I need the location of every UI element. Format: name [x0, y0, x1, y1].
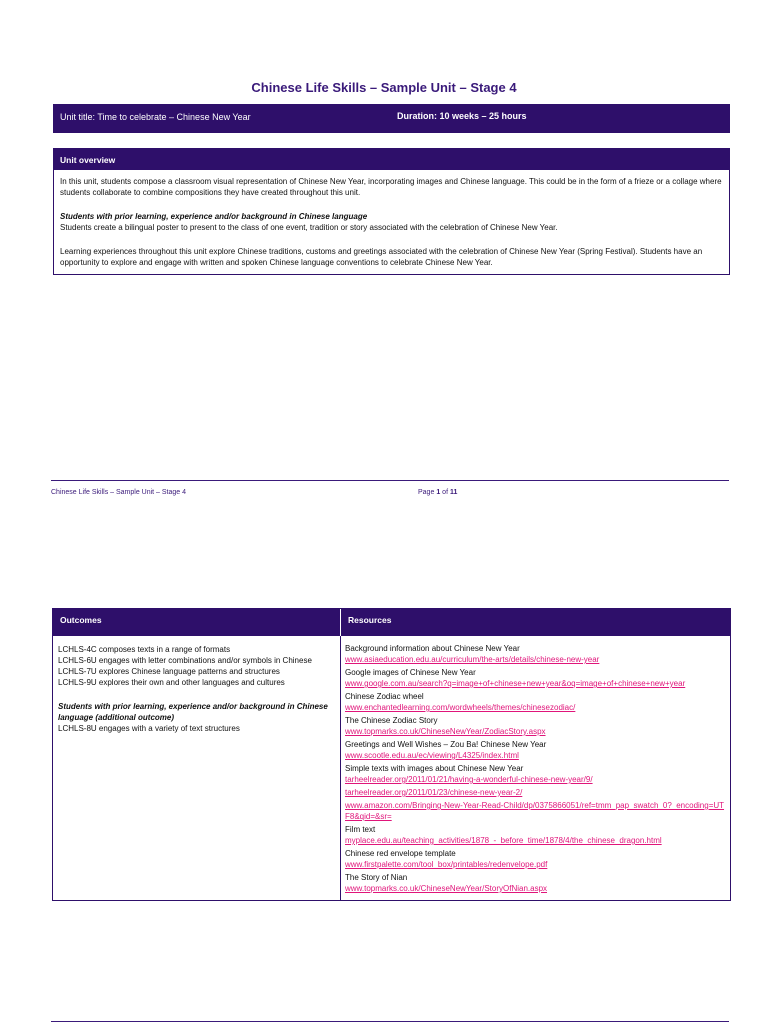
resource-label: Background information about Chinese New Year — [345, 644, 520, 653]
resource-link[interactable]: www.asiaeducation.edu.au/curriculum/the-arts/details/chinese-new-year — [345, 655, 600, 664]
bottom-divider — [51, 1021, 729, 1022]
resource-link[interactable]: www.google.com.au/search?q=image+of+chinese+new+year&oq=image+of+chinese+new+year — [345, 679, 686, 688]
additional-outcome-item: LCHLS-8U engages with a variety of text structures — [58, 724, 240, 733]
additional-outcome-heading: Students with prior learning, experience and/or background in Chinese language (additional outcome) — [58, 702, 328, 722]
resource-link[interactable]: www.amazon.com/Bringing-New-Year-Read-Child/dp/0375866051/ref=tmm_pap_swatch_0?_encoding=UTF8&qid=&sr= — [345, 801, 725, 821]
unit-bar — [53, 104, 730, 133]
footer-doc-title: Chinese Life Skills – Sample Unit – Stage 4 — [51, 489, 187, 496]
outcome-item: LCHLS-7U explores Chinese language patterns and structures — [58, 667, 280, 676]
footer-divider — [51, 480, 729, 481]
outcome-item: LCHLS-9U explores their own and other languages and cultures — [58, 678, 285, 687]
overview-paragraph-1: In this unit, students compose a classroom visual representation of Chinese New Year, incorporating images and Chinese language. This could be in the form of a frieze or a collage where students collaborate to combine compositions they have created throughout this unit. — [60, 177, 722, 197]
overview-paragraph-3: Learning experiences throughout this unit explore Chinese traditions, customs and greetings associated with the celebration of Chinese New Year (Spring Festival). Students have an opportunity to explore and engage with written and spoken Chinese language conventions to celebrate Chinese New Year. — [60, 247, 703, 267]
overview-subheading: Students with prior learning, experience and/or background in Chinese language — [60, 212, 368, 221]
outcomes-resources-table — [52, 608, 731, 901]
footer-page-number — [418, 489, 457, 496]
resource-label: Google images of Chinese New Year — [345, 668, 476, 677]
resource-link[interactable]: tarheelreader.org/2011/01/21/having-a-wonderful-chinese-new-year/9/ — [345, 775, 593, 784]
page-total: 11 — [449, 489, 458, 496]
page-of: of — [442, 489, 449, 496]
overview-subtext: Students create a bilingual poster to present to the class of one event, tradition or story associated with the celebration of Chinese New Year. — [60, 223, 558, 232]
unit-overview-box — [53, 148, 730, 275]
resource-label: The Chinese Zodiac Story — [345, 716, 438, 725]
resource-label: Chinese red envelope template — [345, 849, 456, 858]
resource-label: Chinese Zodiac wheel — [345, 692, 424, 701]
resource-link[interactable]: www.firstpalette.com/tool_box/printables/redenvelope.pdf — [345, 860, 548, 869]
unit-title: Unit title: Time to celebrate – Chinese New Year — [60, 112, 251, 122]
resource-link[interactable]: tarheelreader.org/2011/01/23/chinese-new-year-2/ — [345, 788, 523, 797]
overview-paragraph-2 — [60, 211, 723, 233]
outcome-item: LCHLS-4C composes texts in a range of formats — [58, 645, 231, 654]
outcome-item: LCHLS-6U engages with letter combinations and/or symbols in Chinese — [58, 656, 312, 665]
resource-link[interactable]: myplace.edu.au/teaching_activities/1878_-_before_time/1878/4/the_chinese_dragon.html — [345, 836, 662, 845]
page-current: 1 — [436, 489, 441, 496]
resources-header: Resources — [348, 615, 392, 625]
resource-label: Greetings and Well Wishes – Zou Ba! Chinese New Year — [345, 740, 547, 749]
table-header-row — [53, 609, 730, 636]
page-label: Page — [418, 489, 435, 496]
resource-link[interactable]: www.topmarks.co.uk/ChineseNewYear/StoryOfNian.aspx — [345, 884, 548, 893]
outcomes-header: Outcomes — [53, 609, 341, 636]
resource-label: Film text — [345, 825, 376, 834]
page-title: Chinese Life Skills – Sample Unit – Stage 4 — [251, 80, 517, 95]
unit-overview-body — [54, 170, 729, 274]
outcomes-cell — [53, 636, 341, 900]
table-body-row — [53, 636, 730, 900]
unit-overview-heading: Unit overview — [54, 149, 729, 170]
resource-label: Simple texts with images about Chinese New Year — [345, 764, 524, 773]
resource-link[interactable]: www.topmarks.co.uk/ChineseNewYear/ZodiacStory.aspx — [345, 727, 546, 736]
unit-duration: Duration: 10 weeks – 25 hours — [397, 111, 527, 121]
resource-link[interactable]: www.scootle.edu.au/ec/viewing/L4325/index.html — [345, 751, 519, 760]
resource-label: The Story of Nian — [345, 873, 408, 882]
resources-cell — [341, 636, 730, 900]
resource-link[interactable]: www.enchantedlearning.com/wordwheels/themes/chinesezodiac/ — [345, 703, 576, 712]
